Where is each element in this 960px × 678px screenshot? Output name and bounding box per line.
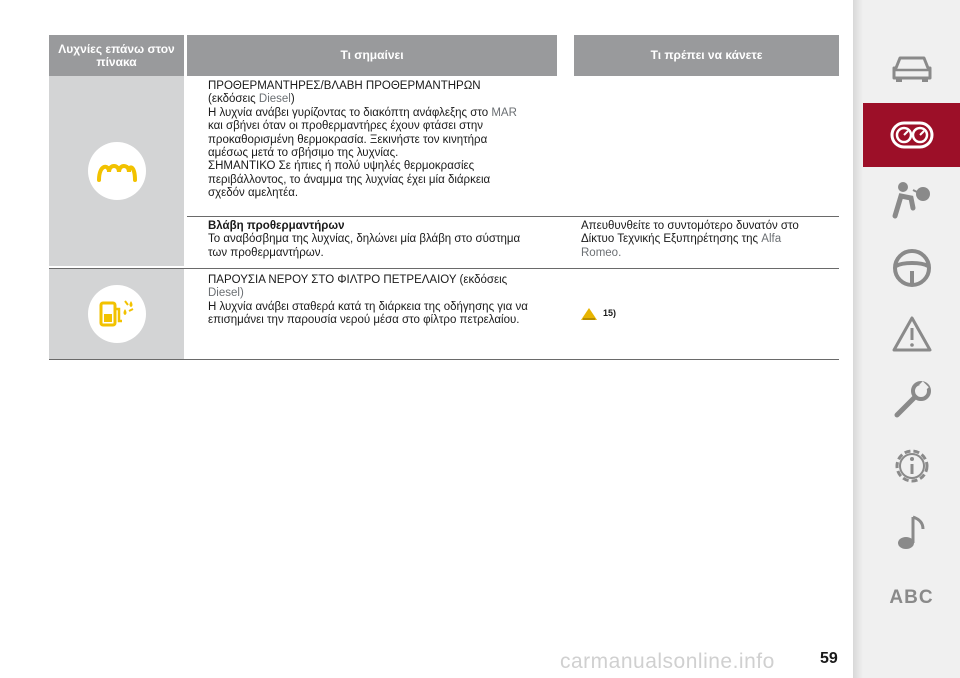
table-bottom-rule bbox=[49, 359, 839, 360]
chapter-sidebar bbox=[853, 0, 960, 678]
dashboard-gauges-icon bbox=[889, 120, 935, 150]
description-line: Η λυχνία ανάβει γυρίζοντας το διακόπτη ανάφλεξης στο MAR bbox=[208, 106, 517, 119]
description-line: αμέσως μετά το σβήσιμο της λυχνίας. bbox=[208, 147, 399, 160]
action-line: Απευθυνθείτε το συντομότερο δυνατόν στο bbox=[581, 220, 799, 232]
water-in-fuel-icon bbox=[97, 297, 137, 331]
sidebar-item-emergency[interactable] bbox=[863, 302, 960, 366]
icon-cell-glow-plug bbox=[49, 76, 184, 266]
sidebar-item-vehicle[interactable] bbox=[863, 36, 960, 100]
wrench-icon bbox=[891, 379, 933, 421]
description-line: σχεδόν αμελητέα. bbox=[208, 187, 299, 200]
icon-badge bbox=[88, 142, 146, 200]
row-divider bbox=[187, 216, 839, 217]
column-header-meaning: Τι σημαίνει bbox=[187, 35, 557, 76]
icon-badge bbox=[88, 285, 146, 343]
description-line: των προθερμαντήρων. bbox=[208, 246, 324, 259]
water-in-fuel-description bbox=[208, 274, 578, 328]
description-line: και σβήνει όταν οι προθερμαντήρες έχουν φτάσει στην bbox=[208, 120, 483, 133]
sidebar-item-dashboard[interactable] bbox=[863, 103, 960, 167]
column-header-lights: Λυχνίες επάνω στον πίνακα bbox=[49, 35, 184, 76]
description-line: ΠΑΡΟΥΣΙΑ ΝΕΡΟΥ ΣΤΟ ΦΙΛΤΡΟ ΠΕΤΡΕΛΑΙΟΥ (εκδόσεις bbox=[208, 274, 508, 286]
fault-title: Βλάβη προθερμαντήρων bbox=[208, 220, 345, 232]
action-line: Δίκτυο Τεχνικής Εξυπηρέτησης της Alfa bbox=[581, 233, 782, 246]
glow-plug-icon bbox=[95, 156, 139, 186]
sidebar-shade bbox=[853, 0, 863, 678]
description-line: (εκδόσεις Diesel) bbox=[208, 93, 295, 106]
glow-plug-fault-description bbox=[208, 220, 568, 260]
sidebar-item-multimedia[interactable] bbox=[863, 500, 960, 564]
description-line: Το αναβόσβημα της λυχνίας, δηλώνει μία βλάβη στο σύστημα bbox=[208, 233, 521, 246]
index-label: ABC bbox=[889, 587, 934, 608]
description-line: Diesel) bbox=[208, 287, 244, 300]
description-line: περιβάλλοντος, το άναμμα της λυχνίας έχει μία διάρκεια bbox=[208, 173, 491, 186]
music-note-icon bbox=[895, 511, 929, 553]
warning-note-icon bbox=[581, 308, 597, 320]
icon-cell-water-in-fuel bbox=[49, 269, 184, 359]
glow-plug-fault-action bbox=[581, 220, 839, 260]
column-header-action: Τι πρέπει να κάνετε bbox=[574, 35, 839, 76]
description-line: Η λυχνία ανάβει σταθερά κατά τη διάρκεια της οδήγησης για να bbox=[208, 300, 528, 313]
watermark: carmanualsonline.info bbox=[560, 650, 775, 673]
page-number: 59 bbox=[820, 650, 838, 667]
description-line: επισημάνει την παρουσία νερού μέσα στο φίλτρο πετρελαίου. bbox=[208, 314, 520, 327]
note-reference: 15) bbox=[603, 308, 617, 318]
warning-triangle-icon bbox=[890, 314, 934, 354]
sidebar-item-technical-data[interactable] bbox=[863, 434, 960, 498]
description-line: ΣΗΜΑΝΤΙΚΟ Σε ήπιες ή πολύ υψηλές θερμοκρασίες bbox=[208, 160, 475, 173]
airbag-person-icon bbox=[889, 180, 935, 220]
sidebar-item-driving[interactable] bbox=[863, 236, 960, 300]
warning-note bbox=[581, 307, 616, 320]
description-line: ΠΡΟΘΕΡΜΑΝΤΗΡΕΣ/ΒΛΑΒΗ ΠΡΟΘΕΡΜΑΝΤΗΡΩΝ bbox=[208, 80, 481, 92]
car-icon bbox=[890, 52, 934, 84]
sidebar-item-maintenance[interactable] bbox=[863, 368, 960, 432]
info-gear-icon bbox=[890, 444, 934, 488]
sidebar-item-safety[interactable] bbox=[863, 168, 960, 232]
steering-wheel-icon bbox=[891, 247, 933, 289]
sidebar-item-index[interactable] bbox=[863, 566, 960, 630]
description-line: προκαθορισμένη θερμοκρασία. Ξεκινήστε τον κινητήρα bbox=[208, 133, 488, 146]
glow-plug-description bbox=[208, 80, 568, 201]
action-line: Romeo. bbox=[581, 246, 622, 259]
